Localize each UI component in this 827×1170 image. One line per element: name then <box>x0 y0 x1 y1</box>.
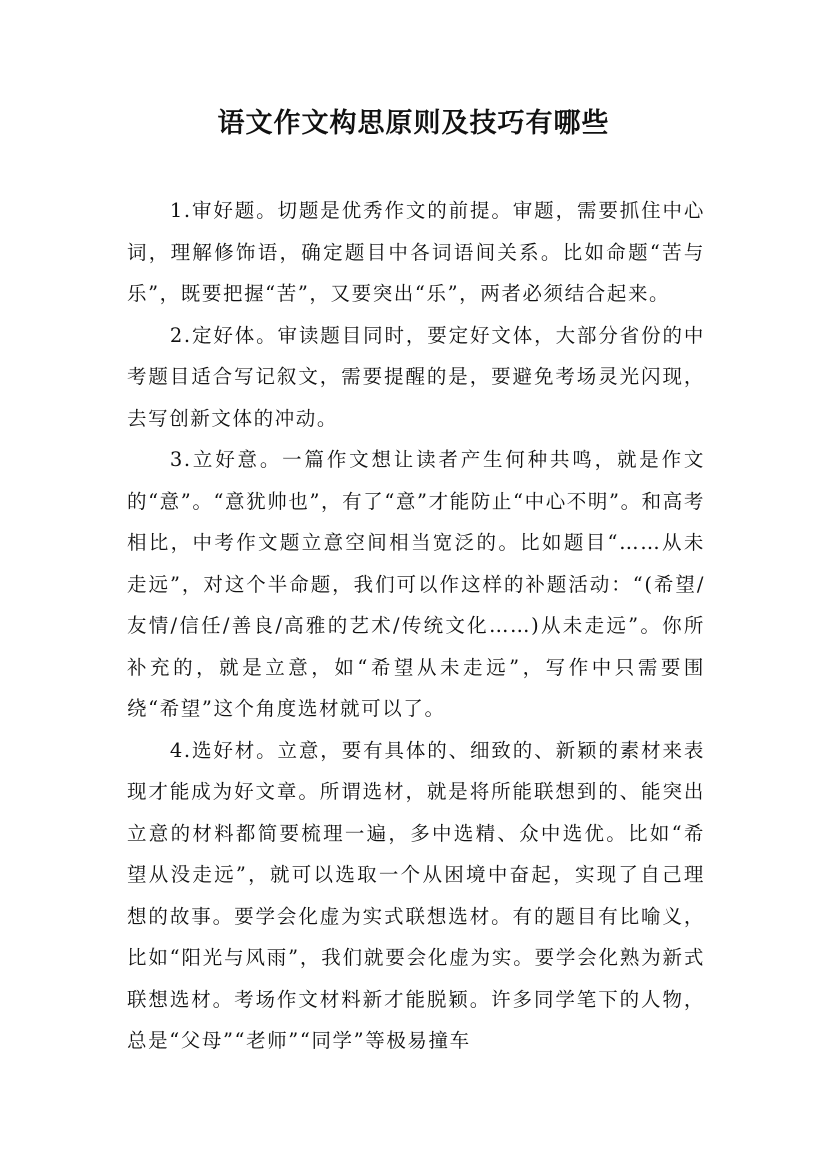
paragraph-3: 3.立好意。一篇作文想让读者产生何种共鸣，就是作文的“意”。“意犹帅也”，有了“意”才能防止“中心不明”。和高考相比，中考作文题立意空间相当宽泛的。比如题目“……从未走远”，对这个半命题，我们可以作这样的补题活动：“(希望/友情/信任/善良/高雅的艺术/传统文化……)从未走远”。你所补充的，就是立意，如“希望从未走远”，写作中只需要围绕“希望”这个角度选材就可以了。 <box>127 448 705 720</box>
paragraph-1: 1.审好题。切题是优秀作文的前提。审题，需要抓住中心词，理解修饰语，确定题目中各词语间关系。比如命题“苦与乐”，既要把握“苦”，又要突出“乐”，两者必须结合起来。 <box>127 199 705 305</box>
document-body <box>127 190 705 1062</box>
document-title: 语文作文构思原则及技巧有哪些 <box>217 108 610 139</box>
paragraph-4: 4.选好材。立意，要有具体的、细致的、新颖的素材来表现才能成为好文章。所谓选材，就是将所能联想到的、能突出立意的材料都简要梳理一遍，多中选精、众中选优。比如“希望从没走远”，就可以选取一个从困境中奋起，实现了自己理想的故事。要学会化虚为实式联想选材。有的题目有比喻义，比如“阳光与风雨”，我们就要会化虚为实。要学会化熟为新式联想选材。考场作文材料新才能脱颖。许多同学笔下的人物，总是“父母”“老师”“同学”等极易撞车 <box>127 738 705 1052</box>
paragraph-2: 2.定好体。审读题目同时，要定好文体，大部分省份的中考题目适合写记叙文，需要提醒的是，要避免考场灵光闪现，去写创新文体的冲动。 <box>127 323 705 430</box>
